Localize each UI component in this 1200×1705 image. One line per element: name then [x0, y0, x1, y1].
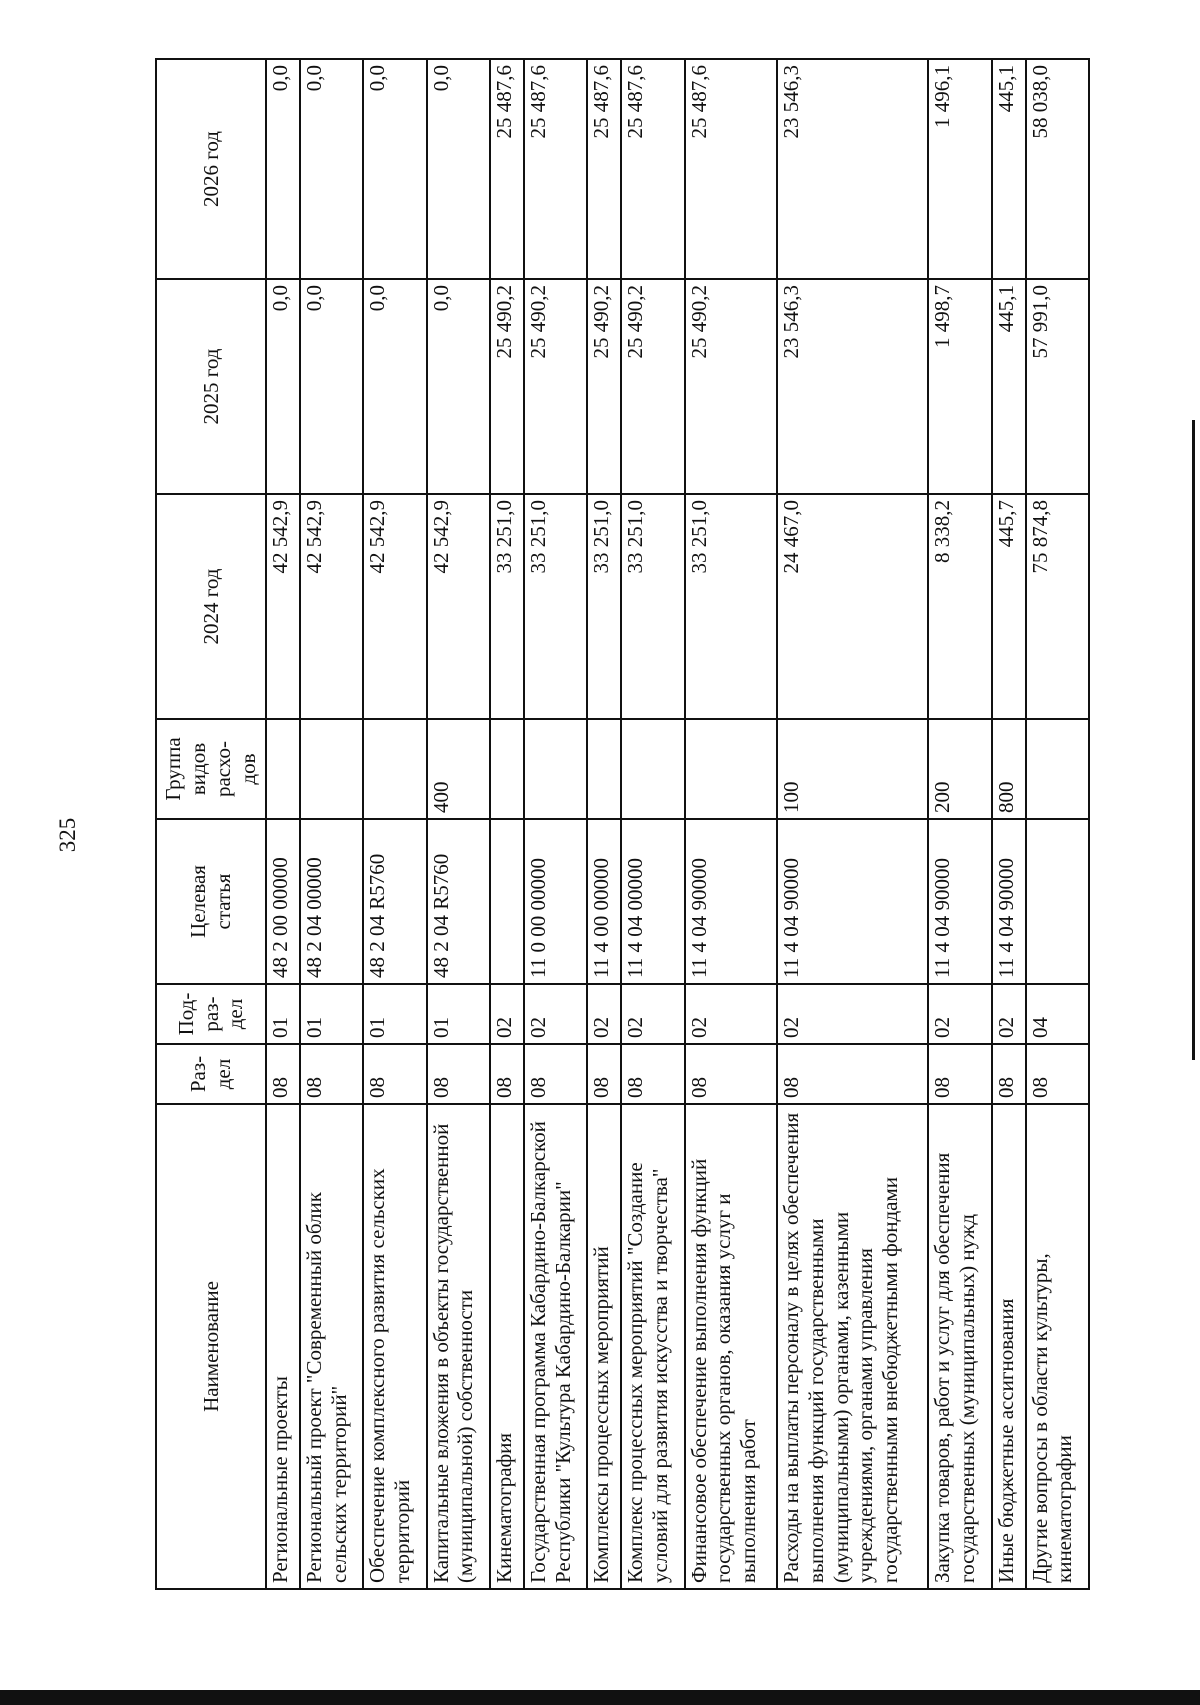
cell-2026: 0,0 [363, 59, 426, 279]
cell-2025: 0,0 [427, 279, 490, 494]
cell-name: Региональные проекты [266, 1104, 300, 1589]
cell-celevaya: 11 0 00 00000 [524, 819, 587, 984]
cell-celevaya: 48 2 04 00000 [300, 819, 363, 984]
cell-2025: 25 490,2 [524, 279, 587, 494]
cell-2024: 8 338,2 [928, 494, 991, 719]
cell-2026: 0,0 [427, 59, 490, 279]
cell-2026: 25 487,6 [685, 59, 778, 279]
header-gruppa: Группа видов расхо- дов [156, 719, 266, 819]
cell-podrazdel: 02 [992, 984, 1026, 1044]
cell-podrazdel: 02 [524, 984, 587, 1044]
cell-gruppa [490, 719, 524, 819]
cell-2024: 33 251,0 [490, 494, 524, 719]
cell-celevaya: 48 2 04 R5760 [427, 819, 490, 984]
cell-podrazdel: 02 [490, 984, 524, 1044]
cell-razdel: 08 [992, 1044, 1026, 1104]
cell-podrazdel: 01 [266, 984, 300, 1044]
cell-gruppa [621, 719, 684, 819]
header-razdel: Раз- дел [156, 1044, 266, 1104]
cell-2026: 58 038,0 [1026, 59, 1089, 279]
cell-2025: 25 490,2 [621, 279, 684, 494]
cell-gruppa: 400 [427, 719, 490, 819]
budget-table [155, 58, 1090, 1590]
cell-celevaya: 11 4 00 00000 [587, 819, 621, 984]
table-row [524, 59, 587, 1589]
cell-podrazdel: 01 [363, 984, 426, 1044]
cell-2025: 0,0 [266, 279, 300, 494]
cell-2026: 25 487,6 [587, 59, 621, 279]
cell-podrazdel: 02 [587, 984, 621, 1044]
cell-razdel: 08 [1026, 1044, 1089, 1104]
cell-2025: 57 991,0 [1026, 279, 1089, 494]
cell-2026: 0,0 [300, 59, 363, 279]
table-row [490, 59, 524, 1589]
cell-podrazdel: 02 [621, 984, 684, 1044]
header-2026: 2026 год [156, 59, 266, 279]
cell-2025: 25 490,2 [490, 279, 524, 494]
table-row [621, 59, 684, 1589]
cell-razdel: 08 [300, 1044, 363, 1104]
cell-podrazdel: 04 [1026, 984, 1089, 1044]
table-header-row [156, 59, 266, 1589]
cell-2026: 25 487,6 [524, 59, 587, 279]
cell-name: Закупка товаров, работ и услуг для обеспечения государственных (муниципальных) нужд [928, 1104, 991, 1589]
cell-razdel: 08 [928, 1044, 991, 1104]
cell-gruppa [266, 719, 300, 819]
cell-2024: 24 467,0 [777, 494, 928, 719]
table-row [363, 59, 426, 1589]
cell-celevaya: 48 2 00 00000 [266, 819, 300, 984]
cell-name: Иные бюджетные ассигнования [992, 1104, 1026, 1589]
cell-2024: 33 251,0 [587, 494, 621, 719]
cell-2025: 23 546,3 [777, 279, 928, 494]
cell-2024: 75 874,8 [1026, 494, 1089, 719]
cell-2025: 1 498,7 [928, 279, 991, 494]
cell-celevaya [490, 819, 524, 984]
header-name: Наименование [156, 1104, 266, 1589]
cell-podrazdel: 01 [427, 984, 490, 1044]
cell-podrazdel: 02 [928, 984, 991, 1044]
cell-razdel: 08 [524, 1044, 587, 1104]
cell-2026: 25 487,6 [490, 59, 524, 279]
cell-podrazdel: 02 [685, 984, 778, 1044]
header-2025: 2025 год [156, 279, 266, 494]
cell-2025: 25 490,2 [685, 279, 778, 494]
header-2024: 2024 год [156, 494, 266, 719]
cell-name: Капитальные вложения в объекты государственной (муниципальной) собственности [427, 1104, 490, 1589]
scan-edge-line [1192, 420, 1195, 1060]
cell-gruppa [1026, 719, 1089, 819]
cell-razdel: 08 [266, 1044, 300, 1104]
cell-razdel: 08 [427, 1044, 490, 1104]
header-celevaya: Целевая статья [156, 819, 266, 984]
scan-edge-bar [0, 1690, 1200, 1705]
table-row [928, 59, 991, 1589]
cell-name: Расходы на выплаты персоналу в целях обеспечения выполнения функций государственными (муниципальными) органами, казенными учреждениями, органами управления государственными внебюджетными фондами [777, 1104, 928, 1589]
table-row [266, 59, 300, 1589]
cell-2024: 42 542,9 [363, 494, 426, 719]
cell-2026: 1 496,1 [928, 59, 991, 279]
cell-celevaya: 48 2 04 R5760 [363, 819, 426, 984]
cell-razdel: 08 [621, 1044, 684, 1104]
cell-2026: 445,1 [992, 59, 1026, 279]
cell-2025: 0,0 [363, 279, 426, 494]
cell-gruppa [685, 719, 778, 819]
cell-name: Комплекс процессных мероприятий "Создание условий для развития искусства и творчества" [621, 1104, 684, 1589]
cell-2024: 42 542,9 [266, 494, 300, 719]
table-row [992, 59, 1026, 1589]
cell-gruppa [300, 719, 363, 819]
page-number: 325 [55, 817, 80, 853]
cell-celevaya [1026, 819, 1089, 984]
cell-2024: 33 251,0 [524, 494, 587, 719]
table-row [685, 59, 778, 1589]
cell-razdel: 08 [490, 1044, 524, 1104]
table-row [1026, 59, 1089, 1589]
cell-celevaya: 11 4 04 90000 [777, 819, 928, 984]
cell-gruppa [587, 719, 621, 819]
cell-gruppa: 200 [928, 719, 991, 819]
cell-razdel: 08 [685, 1044, 778, 1104]
cell-razdel: 08 [363, 1044, 426, 1104]
cell-2024: 33 251,0 [621, 494, 684, 719]
cell-name: Финансовое обеспечение выполнения функций государственных органов, оказания услуг и выполнения работ [685, 1104, 778, 1589]
cell-gruppa: 800 [992, 719, 1026, 819]
cell-celevaya: 11 4 04 90000 [992, 819, 1026, 984]
rotated-table-container [155, 60, 1090, 1590]
cell-2026: 23 546,3 [777, 59, 928, 279]
cell-name: Кинематография [490, 1104, 524, 1589]
cell-2026: 0,0 [266, 59, 300, 279]
cell-name: Региональный проект "Современный облик сельских территорий" [300, 1104, 363, 1589]
cell-2025: 445,1 [992, 279, 1026, 494]
cell-gruppa [363, 719, 426, 819]
cell-2024: 42 542,9 [427, 494, 490, 719]
cell-razdel: 08 [587, 1044, 621, 1104]
cell-razdel: 08 [777, 1044, 928, 1104]
cell-podrazdel: 01 [300, 984, 363, 1044]
cell-2025: 0,0 [300, 279, 363, 494]
cell-2026: 25 487,6 [621, 59, 684, 279]
table-row [777, 59, 928, 1589]
header-podrazdel: Под- раз- дел [156, 984, 266, 1044]
cell-name: Государственная программа Кабардино-Балкарской Республики "Культура Кабардино-Балкарии" [524, 1104, 587, 1589]
cell-gruppa [524, 719, 587, 819]
cell-name: Комплексы процессных мероприятий [587, 1104, 621, 1589]
cell-name: Другие вопросы в области культуры, кинематографии [1026, 1104, 1089, 1589]
cell-2024: 33 251,0 [685, 494, 778, 719]
table-row [587, 59, 621, 1589]
table-row [427, 59, 490, 1589]
cell-2024: 42 542,9 [300, 494, 363, 719]
cell-podrazdel: 02 [777, 984, 928, 1044]
cell-gruppa: 100 [777, 719, 928, 819]
cell-celevaya: 11 4 04 00000 [621, 819, 684, 984]
cell-2024: 445,7 [992, 494, 1026, 719]
cell-celevaya: 11 4 04 90000 [928, 819, 991, 984]
cell-2025: 25 490,2 [587, 279, 621, 494]
table-row [300, 59, 363, 1589]
cell-celevaya: 11 4 04 90000 [685, 819, 778, 984]
cell-name: Обеспечение комплексного развития сельских территорий [363, 1104, 426, 1589]
